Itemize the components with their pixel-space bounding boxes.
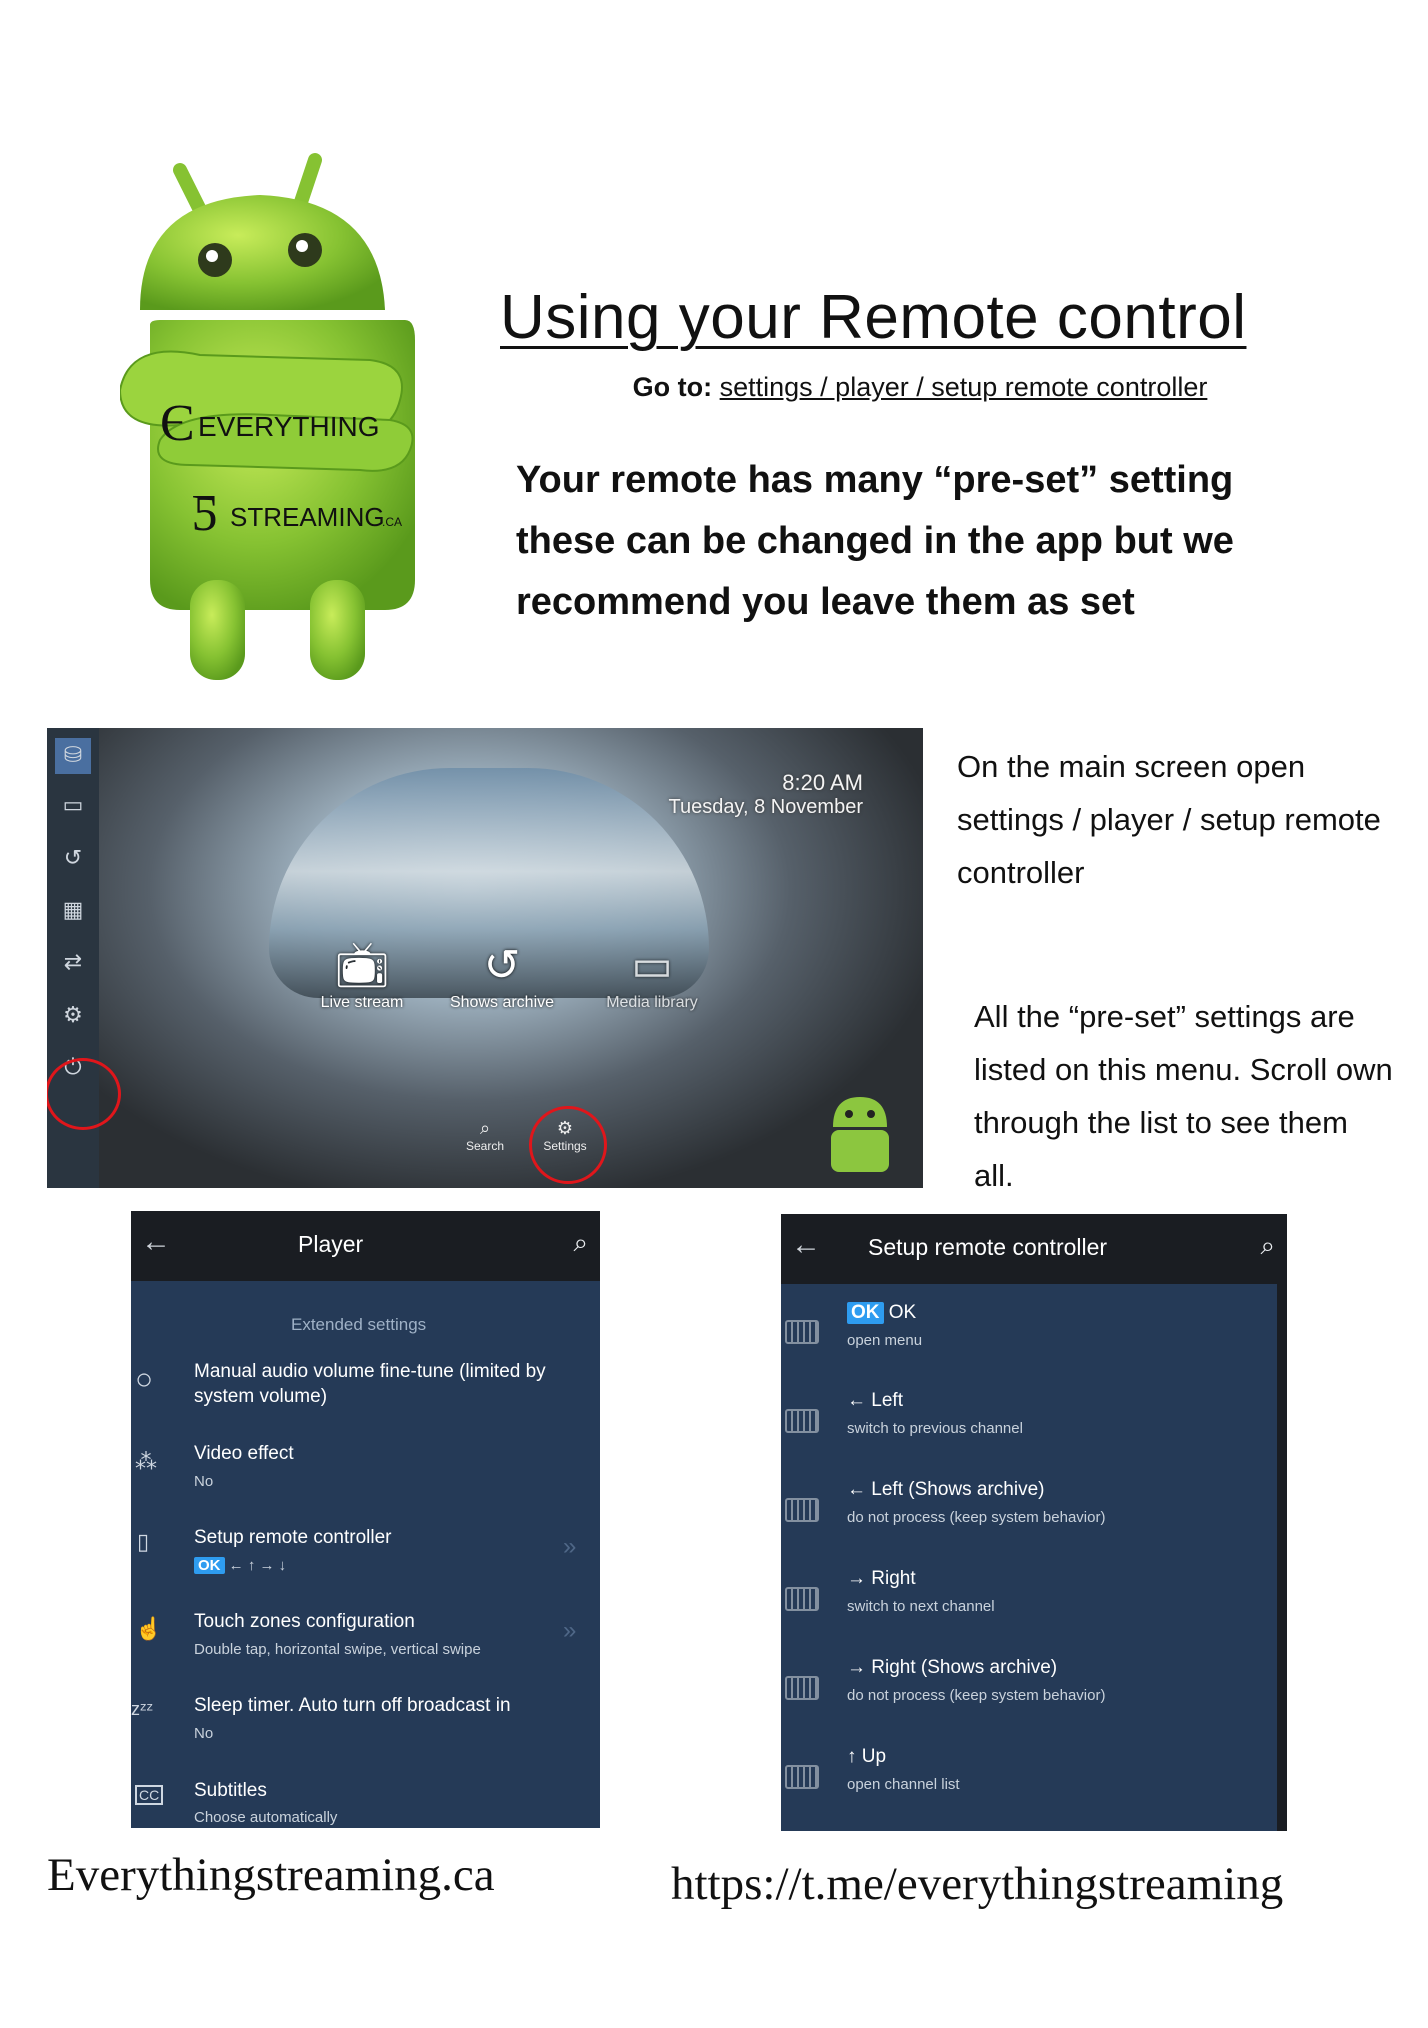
remote-controller-panel: ← Setup remote controller ⌕ OK OK open menu ← Left switch to previous channel ← Left (Shows archive) do not process (keep system behavior) → Right switch to next channel → Right (Shows archive) do not process (keep system behavior) ↑ Up open channel list bbox=[781, 1214, 1287, 1831]
search-settings-icon[interactable]: ⌕ bbox=[1260, 1230, 1275, 1260]
touch-icon: ☝ bbox=[135, 1616, 163, 1641]
keyboard-icon bbox=[785, 1498, 819, 1522]
player-app-bar bbox=[131, 1211, 600, 1281]
setting-subtitles[interactable]: Subtitles bbox=[194, 1780, 267, 1801]
keyboard-icon bbox=[785, 1765, 819, 1789]
logo-suffix: .CA bbox=[382, 515, 403, 529]
note-presets: All the “pre-set” settings are listed on this menu. Scroll own through the list to see them all. bbox=[974, 999, 1393, 1193]
svg-text:Є: Є bbox=[160, 395, 195, 452]
search-icon: ⌕ bbox=[479, 1118, 491, 1138]
tile-shows-archive[interactable] bbox=[442, 938, 562, 1012]
power-highlight-ring bbox=[47, 1058, 121, 1130]
power-icon[interactable]: ⏻ bbox=[64, 1055, 82, 1080]
magic-wand-icon: ⁂ bbox=[135, 1449, 157, 1474]
keyboard-icon bbox=[785, 1676, 819, 1700]
tv-icon: 📺︎ bbox=[334, 941, 390, 990]
radio-off-icon[interactable]: ○ bbox=[135, 1363, 154, 1396]
footer-telegram-link[interactable]: https://t.me/everythingstreaming bbox=[671, 1858, 1284, 1910]
settings-highlight-ring bbox=[529, 1106, 607, 1184]
back-arrow-icon[interactable]: ← bbox=[791, 1228, 821, 1261]
search-button[interactable]: ⌕ Search bbox=[455, 1118, 515, 1153]
search-db-icon[interactable]: ⛁ bbox=[55, 738, 91, 774]
note-main-screen: On the main screen open settings / player / setup remote controller bbox=[957, 749, 1381, 890]
search-settings-icon[interactable]: ⌕ bbox=[573, 1227, 588, 1257]
film-icon[interactable]: ▦ bbox=[62, 898, 84, 923]
settings-button[interactable]: ⚙ Settings bbox=[535, 1118, 595, 1153]
footer-website[interactable]: Everythingstreaming.ca bbox=[47, 1849, 495, 1901]
goto-label: Go to: bbox=[632, 372, 713, 402]
gear-icon[interactable]: ⚙ bbox=[63, 1003, 83, 1028]
everything-streaming-logo bbox=[120, 140, 480, 720]
intro-text: Your remote has many “pre-set” setting these can be changed in the app but we recommend you leave them as set bbox=[516, 459, 1234, 623]
chevron-right-icon: » bbox=[563, 1617, 577, 1644]
remote-item-right-archive[interactable]: → Right (Shows archive) bbox=[847, 1657, 1058, 1678]
tile-label: Live stream bbox=[320, 994, 404, 1011]
logo-line2: STREAMING bbox=[230, 502, 385, 532]
back-arrow-icon[interactable]: ← bbox=[141, 1225, 171, 1258]
setting-sleep-timer[interactable]: Sleep timer. Auto turn off broadcast in bbox=[194, 1695, 511, 1716]
history-icon[interactable]: ↺ bbox=[63, 846, 83, 871]
clock-date: Tuesday, 8 November bbox=[668, 796, 863, 818]
remote-app-bar bbox=[781, 1214, 1287, 1284]
remote-item-up[interactable]: ↑ Up bbox=[847, 1746, 887, 1767]
setting-touch-zones[interactable]: Touch zones configuration bbox=[194, 1611, 415, 1632]
folder-icon: ▭ bbox=[631, 941, 673, 990]
keyboard-icon bbox=[785, 1409, 819, 1433]
swap-icon[interactable]: ⇄ bbox=[63, 950, 83, 975]
goto-line bbox=[500, 372, 1340, 403]
setting-audio-fine-tune[interactable]: Manual audio volume fine-tune (limited by system volume) bbox=[194, 1361, 546, 1407]
remote-item-ok[interactable]: OK OK bbox=[847, 1302, 916, 1324]
player-settings-panel: ← Player ⌕ Extended settings ○ Manual audio volume fine-tune (limited by system volume) ⁂ Video effect No ▯ Setup remote controller OK ← ↑ → ↓ » ☝ Touch zones configuration Double tap, horizontal swipe, vertical swipe » zᶻᶻ Sleep timer. Auto turn off broadcast in No CC Subtitles Choose automatically bbox=[131, 1211, 600, 1828]
remote-item-right[interactable]: → Right bbox=[847, 1568, 916, 1589]
keyboard-icon bbox=[785, 1320, 819, 1344]
clock-time: 8:20 AM bbox=[782, 770, 863, 795]
gear-icon: ⚙ bbox=[556, 1118, 574, 1138]
clock bbox=[668, 770, 863, 819]
tile-label: Media library bbox=[606, 994, 698, 1011]
tile-live-stream[interactable] bbox=[302, 938, 422, 1012]
chevron-right-icon: » bbox=[563, 1533, 577, 1560]
remote-item-left-archive[interactable]: ← Left (Shows archive) bbox=[847, 1479, 1045, 1500]
page-title: Using your Remote control bbox=[500, 283, 1247, 352]
cc-icon: CC bbox=[135, 1785, 163, 1805]
svg-text:Ƽ: Ƽ bbox=[192, 485, 218, 542]
goto-path: settings / player / setup remote controller bbox=[719, 372, 1208, 402]
main-screen-screenshot bbox=[47, 728, 923, 1188]
remote-title: Setup remote controller bbox=[868, 1234, 1108, 1260]
remote-item-left[interactable]: ← Left bbox=[847, 1390, 903, 1411]
remote-icon: ▯ bbox=[137, 1529, 150, 1554]
tile-media-library[interactable] bbox=[592, 938, 712, 1012]
sleep-icon: zᶻᶻ bbox=[131, 1699, 153, 1719]
tile-label: Shows archive bbox=[449, 994, 555, 1011]
player-title: Player bbox=[298, 1231, 364, 1257]
tv-icon[interactable]: ▭ bbox=[62, 793, 84, 818]
setting-setup-remote[interactable]: Setup remote controller bbox=[194, 1527, 392, 1548]
logo-line1: EVERYTHING bbox=[198, 411, 380, 442]
keyboard-icon bbox=[785, 1587, 819, 1611]
ok-badge: OK bbox=[194, 1557, 225, 1574]
setting-video-effect[interactable]: Video effect bbox=[194, 1443, 294, 1464]
section-header: Extended settings bbox=[291, 1315, 427, 1334]
history-icon: ↺ bbox=[483, 941, 521, 990]
ok-badge: OK bbox=[847, 1302, 884, 1324]
mini-android-logo bbox=[825, 1092, 895, 1182]
